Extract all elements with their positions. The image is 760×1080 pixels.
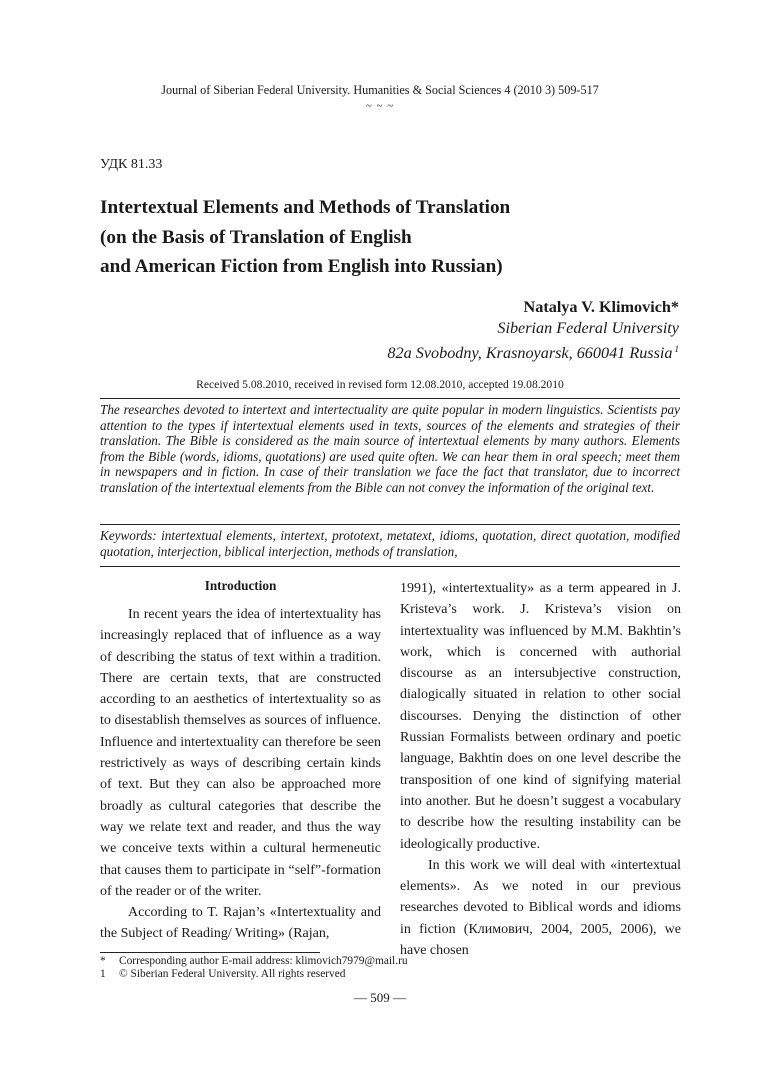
body-paragraph: 1991), «intertextuality» as a term appeared in J. Kristeva’s work. J. Kristeva’s vision on intertextuality was influenced by M.M. Bakhtin’s work, which is concerned with authorial discourse as an intersubjective construction, dialogically situated in relation to other social discourses. Denying the distinction of other Russian Formalists between ordinary and poetic language, Bakhtin does on one level describe the transposition of one kind of signifying material into another. But he doesn’t suggest a vocabulary to describe how the resulting instability can be ideologically productive.: [400, 581, 681, 852]
body-paragraph: In recent years the idea of intertextuality has increasingly replaced that of influence as a way of describing the status of text within a tradition. There are certain texts, that are constructed according to an aesthetics of intertextuality so as to disestablish themselves as sources of influence. Influence and intertextuality can therefore be seen restrictively as ways of describing certain kinds of text. But they can also be approached more broadly as cultural categories that describe the way we relate text and reader, and thus the way we conceive texts within a cultural hermeneutic that causes them to participate in “self”-formation of the reader or of the writer.: [100, 607, 381, 899]
body-column-right: [400, 578, 681, 961]
body-paragraph: According to T. Rajan’s «Intertextuality and the Subject of Reading/ Writing» (Rajan,: [100, 905, 381, 942]
footnote-rule: [100, 952, 320, 953]
article-title: [100, 193, 510, 282]
header-ornament: ~ ~ ~: [365, 100, 395, 112]
footnote-text: Corresponding author E-mail address: klimovich7979@mail.ru: [119, 955, 408, 967]
title-line: and American Fiction from English into Russian): [100, 256, 503, 278]
keywords-bottom-rule: [100, 566, 680, 567]
abstract-top-rule: [100, 398, 680, 399]
page-number: — 509 —: [354, 990, 406, 1005]
author-affiliation: Siberian Federal University: [497, 319, 679, 337]
author-name: Natalya V. Klimovich*: [523, 298, 679, 316]
footnote-text: © Siberian Federal University. All rights reserved: [119, 968, 346, 980]
address-footnote-mark: 1: [674, 344, 679, 354]
title-line: (on the Basis of Translation of English: [100, 226, 412, 248]
abstract: The researches devoted to intertext and intertectuality are quite popular in modern linguistics. Scientists pay attention to the types if intertextual elements used in texts, sources of the elements and strategies of their translation. The Bible is considered as the main source of intertextual elements by many authors. Elements from the Bible (words, idioms, quotations) are used quite often. We can hear them in oral speech; meet them in newspapers and in fiction. In case of their translation we face the fact that translator, due to incorrect translation of the intertextual elements from the Bible can not convey the information of the original text.: [100, 402, 680, 495]
author-address: 82a Svobodny, Krasnoyarsk, 660041 Russia: [387, 344, 673, 362]
body-column-left: [100, 578, 381, 945]
footnote: [100, 967, 346, 981]
author-address-line: [387, 339, 679, 364]
received-dates: Received 5.08.2010, received in revised form 12.08.2010, accepted 19.08.2010: [196, 378, 564, 391]
footnote-mark: *: [100, 955, 106, 967]
udk-code: УДК 81.33: [100, 157, 163, 172]
section-heading: Introduction: [204, 578, 277, 593]
author-block: [387, 297, 679, 364]
keywords: Keywords: intertextual elements, intertext, prototext, metatext, idioms, quotation, direct quotation, modified quotation, interjection, biblical interjection, methods of translation,: [100, 528, 680, 559]
journal-header: Journal of Siberian Federal University. Humanities & Social Sciences 4 (2010 3) 509-517: [161, 83, 599, 97]
title-line: Intertextual Elements and Methods of Translation: [100, 197, 511, 218]
footnote: [100, 954, 408, 968]
keywords-top-rule: [100, 524, 680, 525]
footnote-mark: 1: [100, 968, 106, 980]
body-paragraph: In this work we will deal with «intertextual elements». As we noted in our previous researches devoted to Biblical words and idioms in fiction (Климович, 2004, 2005, 2006), we have chosen: [400, 857, 681, 959]
